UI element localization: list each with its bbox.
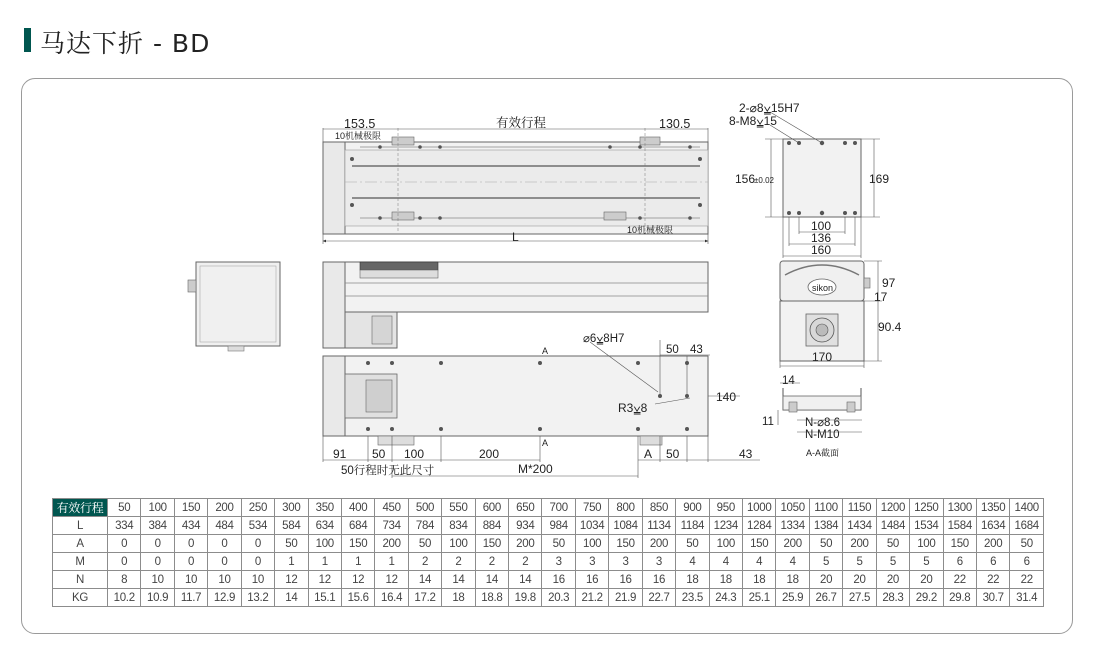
dim-43a-label: 43 [739,447,753,461]
table-cell: 200 [208,499,241,517]
table-cell: 1 [341,553,374,571]
table-cell: 900 [676,499,709,517]
table-cell: 10 [208,571,241,589]
hole-8m8-label: 8-M8⩣15 [729,114,777,128]
mech-limit-bottom-label: 10机械极限 [627,225,674,235]
table-cell: 0 [174,535,207,553]
table-cell: 50 [676,535,709,553]
table-cell: 4 [743,553,776,571]
table-cell: 0 [174,553,207,571]
table-cell: 50 [809,535,842,553]
table-row-header: L [53,517,108,535]
table-cell: 0 [208,535,241,553]
table-cell: 22 [1010,571,1044,589]
table-cell: 150 [174,499,207,517]
table-cell: 0 [241,535,274,553]
table-cell: 50 [275,535,308,553]
left-end-view [188,262,280,351]
table-cell: 14 [275,589,308,607]
table-cell: 12 [308,571,341,589]
table-cell: 1484 [876,517,909,535]
table-cell: 1200 [876,499,909,517]
dim-136-label: 136 [811,231,832,245]
table-cell: 10.9 [141,589,174,607]
table-cell: 18 [743,571,776,589]
table-cell: 1634 [976,517,1009,535]
table-row [53,553,1044,571]
table-cell: 1184 [676,517,709,535]
table-cell: 20 [843,571,876,589]
table-cell: 1134 [642,517,675,535]
hole-2phi8-label: 2-⌀8⩣15H7 [739,101,800,115]
table-cell: 150 [609,535,642,553]
logo-text: sikon [812,283,834,293]
table-cell: 1050 [776,499,809,517]
table-cell: 50 [108,499,141,517]
dim-130-5-label: 130.5 [659,117,691,131]
table-cell: 1150 [843,499,876,517]
table-cell: 2 [442,553,475,571]
table-cell: 14 [442,571,475,589]
dim-200-label: 200 [479,447,500,461]
table-cell: 600 [475,499,508,517]
section-mark-top: A [542,346,549,356]
table-cell: 22.7 [642,589,675,607]
dim-14-label: 14 [782,375,795,387]
table-cell: 26.7 [809,589,842,607]
mech-limit-top-label: 10机械极限 [335,131,382,141]
dim-100-label: 100 [404,447,425,461]
table-cell: 3 [642,553,675,571]
dim-156-label: 156 [735,172,756,186]
table-cell: 4 [676,553,709,571]
spec-table [52,498,1044,607]
dim-17-label: 17 [874,290,888,304]
table-row [53,535,1044,553]
table-cell: 8 [108,571,141,589]
table-cell: 734 [375,517,408,535]
table-cell: 31.4 [1010,589,1044,607]
table-row-header: M [53,553,108,571]
table-cell: 350 [308,499,341,517]
table-cell: 6 [943,553,976,571]
table-cell: 10 [174,571,207,589]
slot-r3-label: R3⩣8 [618,401,648,415]
table-cell: 4 [709,553,742,571]
dim-170-label: 170 [812,350,833,364]
table-cell: 25.1 [743,589,776,607]
table-cell: 884 [475,517,508,535]
table-cell: 950 [709,499,742,517]
table-cell: 10 [141,571,174,589]
table-cell: 18 [442,589,475,607]
table-cell: 4 [776,553,809,571]
table-cell: 334 [108,517,141,535]
table-cell: 150 [341,535,374,553]
table-cell: 650 [509,499,542,517]
dim-a-label: A [644,447,653,461]
table-cell: 20 [876,571,909,589]
side-view [323,262,708,348]
table-cell: 2 [509,553,542,571]
table-cell: 50 [542,535,575,553]
table-cell: 834 [442,517,475,535]
table-cell: 19.8 [509,589,542,607]
table-cell: 200 [976,535,1009,553]
table-cell: 1284 [743,517,776,535]
table-cell: 5 [876,553,909,571]
table-cell: 1250 [910,499,943,517]
table-cell: 1 [308,553,341,571]
table-cell: 18 [709,571,742,589]
table-cell: 15.6 [341,589,374,607]
table-cell: 27.5 [843,589,876,607]
table-cell: 1334 [776,517,809,535]
table-cell: 634 [308,517,341,535]
dim-43b-label: 43 [690,344,703,356]
dim-50b-label: 50 [666,447,680,461]
table-cell: 1 [275,553,308,571]
section-aa-view [762,375,862,458]
table-cell: 21.2 [575,589,608,607]
table-cell: 30.7 [976,589,1009,607]
table-cell: 12 [375,571,408,589]
table-row-header: KG [53,589,108,607]
table-cell: 150 [943,535,976,553]
table-cell: 14 [509,571,542,589]
table-cell: 584 [275,517,308,535]
table-cell: 150 [743,535,776,553]
table-cell: 15.1 [308,589,341,607]
section-title-label: A-A截面 [806,448,840,458]
table-cell: 12.9 [208,589,241,607]
table-cell: 850 [642,499,675,517]
table-row-header: N [53,571,108,589]
table-cell: 200 [776,535,809,553]
table-cell: 100 [442,535,475,553]
dim-153-5-label: 153.5 [344,117,376,131]
bottom-view [323,333,760,478]
table-cell: 10 [241,571,274,589]
table-cell: 22 [976,571,1009,589]
table-cell: 3 [609,553,642,571]
table-cell: 50 [876,535,909,553]
dim-50c-label: 50 [666,344,679,356]
table-cell: 2 [475,553,508,571]
table-cell: 434 [174,517,207,535]
dim-n-m10-label: N-M10 [805,429,840,441]
table-cell: 1084 [609,517,642,535]
table-row [53,517,1044,535]
table-cell: 16 [542,571,575,589]
dim-156-tol-label: ±0.02 [754,176,774,185]
table-cell: 200 [642,535,675,553]
table-cell: 100 [910,535,943,553]
table-cell: 18.8 [475,589,508,607]
dim-100b-label: 100 [811,219,832,233]
table-cell: 550 [442,499,475,517]
table-cell: 0 [108,553,141,571]
table-cell: 384 [141,517,174,535]
dim-90-4-label: 90.4 [878,320,902,334]
dim-50a-label: 50 [372,447,386,461]
table-cell: 484 [208,517,241,535]
table-cell: 29.2 [910,589,943,607]
table-cell: 1234 [709,517,742,535]
table-cell: 1100 [809,499,842,517]
table-cell: 0 [241,553,274,571]
table-cell: 14 [408,571,441,589]
table-cell: 0 [108,535,141,553]
table-cell: 16.4 [375,589,408,607]
table-cell: 3 [542,553,575,571]
table-cell: 200 [509,535,542,553]
table-cell: 29.8 [943,589,976,607]
effective-stroke-label: 有效行程 [496,116,547,130]
table-cell: 18 [676,571,709,589]
table-cell: 400 [341,499,374,517]
table-cell: 100 [308,535,341,553]
table-cell: 24.3 [709,589,742,607]
table-cell: 2 [408,553,441,571]
table-cell: 14 [475,571,508,589]
table-cell: 934 [509,517,542,535]
table-cell: 1 [375,553,408,571]
section-mark-bottom: A [542,438,549,448]
table-cell: 0 [141,553,174,571]
dim-11-label: 11 [762,416,774,428]
table-cell: 700 [542,499,575,517]
table-cell: 1000 [743,499,776,517]
table-cell: 21.9 [609,589,642,607]
table-cell: 11.7 [174,589,207,607]
table-cell: 13.2 [241,589,274,607]
page-title: 马达下折 - BD [40,29,211,58]
dim-91-label: 91 [333,447,347,461]
table-cell: 28.3 [876,589,909,607]
dim-140-label: 140 [716,390,737,404]
dim-97-label: 97 [882,276,896,290]
table-cell: 5 [809,553,842,571]
table-cell: 0 [141,535,174,553]
dim-169-label: 169 [869,172,890,186]
table-cell: 16 [575,571,608,589]
top-view [323,116,708,244]
motor-front-view [780,261,902,368]
dim-m200-label: M*200 [518,462,553,476]
dim-l-label: L [512,230,519,244]
table-cell: 1534 [910,517,943,535]
table-cell: 534 [241,517,274,535]
table-cell: 6 [1010,553,1044,571]
table-cell: 1684 [1010,517,1044,535]
table-cell: 1034 [575,517,608,535]
table-cell: 1300 [943,499,976,517]
table-cell: 12 [341,571,374,589]
table-cell: 100 [141,499,174,517]
table-cell: 1584 [943,517,976,535]
table-cell: 1434 [843,517,876,535]
table-cell: 50 [1010,535,1044,553]
table-cell: 784 [408,517,441,535]
table-cell: 16 [642,571,675,589]
hole-phi6-label: ⌀6⩣8H7 [583,333,625,345]
table-cell: 684 [341,517,374,535]
table-cell: 20.3 [542,589,575,607]
table-cell: 0 [208,553,241,571]
table-cell: 1384 [809,517,842,535]
table-cell: 50 [408,535,441,553]
table-row [53,571,1044,589]
table-row [53,589,1044,607]
table-header-row [53,499,1044,517]
table-cell: 18 [776,571,809,589]
table-cell: 200 [375,535,408,553]
table-cell: 800 [609,499,642,517]
table-cell: 16 [609,571,642,589]
table-cell: 5 [843,553,876,571]
table-row-header: A [53,535,108,553]
table-cell: 984 [542,517,575,535]
table-cell: 20 [809,571,842,589]
table-cell: 200 [843,535,876,553]
table-cell: 10.2 [108,589,141,607]
table-cell: 250 [241,499,274,517]
table-cell: 750 [575,499,608,517]
right-end-view [729,101,889,258]
table-cell: 300 [275,499,308,517]
table-cell: 1400 [1010,499,1044,517]
table-cell: 20 [910,571,943,589]
table-cell: 12 [275,571,308,589]
table-cell: 6 [976,553,1009,571]
table-cell: 150 [475,535,508,553]
table-cell: 450 [375,499,408,517]
table-cell: 22 [943,571,976,589]
note-50-stroke: 50行程时无此尺寸 [341,465,435,477]
table-row-header: 有效行程 [53,499,108,517]
table-cell: 17.2 [408,589,441,607]
table-cell: 100 [709,535,742,553]
table-cell: 100 [575,535,608,553]
table-cell: 1350 [976,499,1009,517]
table-cell: 25.9 [776,589,809,607]
table-cell: 3 [575,553,608,571]
table-cell: 5 [910,553,943,571]
table-cell: 23.5 [676,589,709,607]
dim-n-phi-label: N-⌀8.6 [805,417,841,429]
dim-160-label: 160 [811,243,832,257]
table-cell: 500 [408,499,441,517]
